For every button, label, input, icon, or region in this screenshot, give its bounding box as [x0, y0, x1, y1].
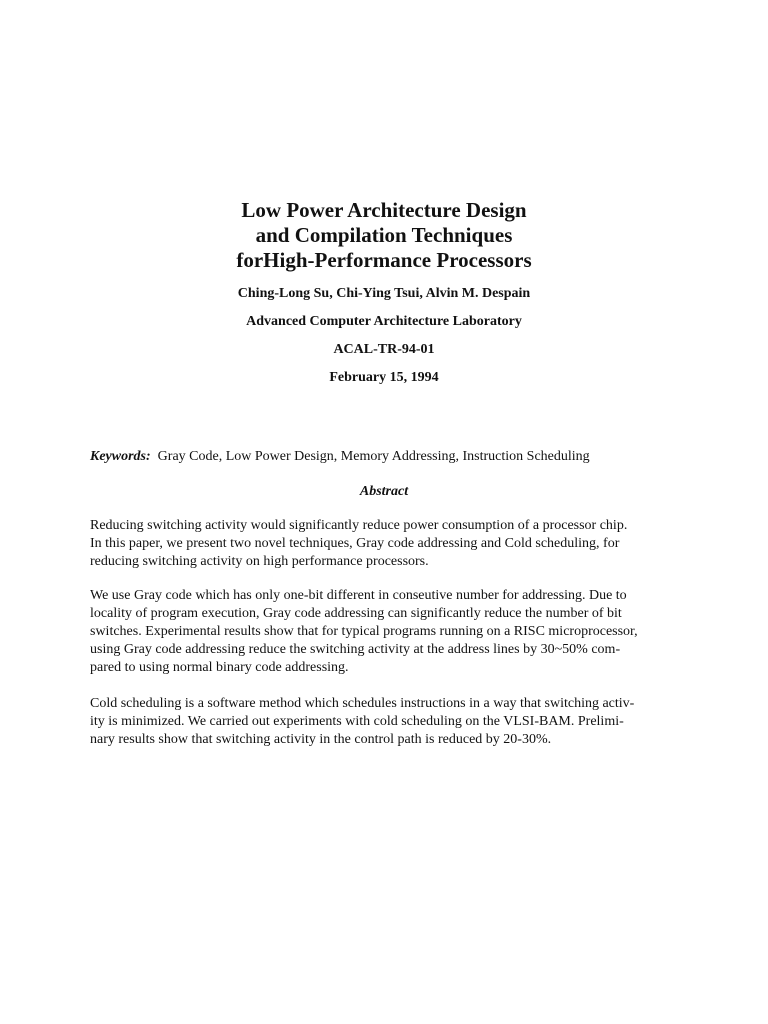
text-line: nary results show that switching activity in the control path is reduced by 20-30%. — [90, 732, 552, 747]
keywords-line — [90, 448, 690, 466]
text-line: using Gray code addressing reduce the switching activity at the address lines by 30~50% com- — [90, 642, 621, 657]
abstract-paragraph — [90, 517, 680, 571]
publication-date: February 15, 1994 — [329, 370, 439, 385]
text-line: switches. Experimental results show that for typical programs running on a RISC microprocessor, — [90, 624, 638, 639]
title-line: Low Power Architecture Design — [241, 198, 527, 222]
text-line: In this paper, we present two novel techniques, Gray code addressing and Cold scheduling, for — [90, 536, 620, 551]
abstract-paragraph — [90, 695, 680, 749]
keywords-list: Gray Code, Low Power Design, Memory Addressing, Instruction Scheduling — [157, 449, 590, 464]
title-line: and Compilation Techniques — [255, 223, 513, 247]
paper-title — [0, 198, 768, 273]
text-line: locality of program execution, Gray code addressing can significantly reduce the number of bit — [90, 606, 622, 621]
text-line: We use Gray code which has only one-bit different in conseutive number for addressing. Due to — [90, 588, 627, 603]
text-line: reducing switching activity on high performance processors. — [90, 554, 429, 569]
affiliation: Advanced Computer Architecture Laboratory — [246, 314, 522, 329]
keywords-label: Keywords: — [90, 449, 151, 464]
text-line: Cold scheduling is a software method which schedules instructions in a way that switching activ- — [90, 696, 635, 711]
abstract-heading: Abstract — [359, 484, 409, 499]
text-line: ity is minimized. We carried out experiments with cold scheduling on the VLSI-BAM. Prelimi- — [90, 714, 624, 729]
abstract-paragraph — [90, 587, 680, 677]
authors: Ching-Long Su, Chi-Ying Tsui, Alvin M. Despain — [237, 286, 531, 301]
text-line: pared to using normal binary code addressing. — [90, 660, 349, 675]
title-line: forHigh-Performance Processors — [236, 248, 532, 272]
text-line: Reducing switching activity would significantly reduce power consumption of a processor chip. — [90, 518, 628, 533]
report-number: ACAL-TR-94-01 — [333, 342, 435, 357]
